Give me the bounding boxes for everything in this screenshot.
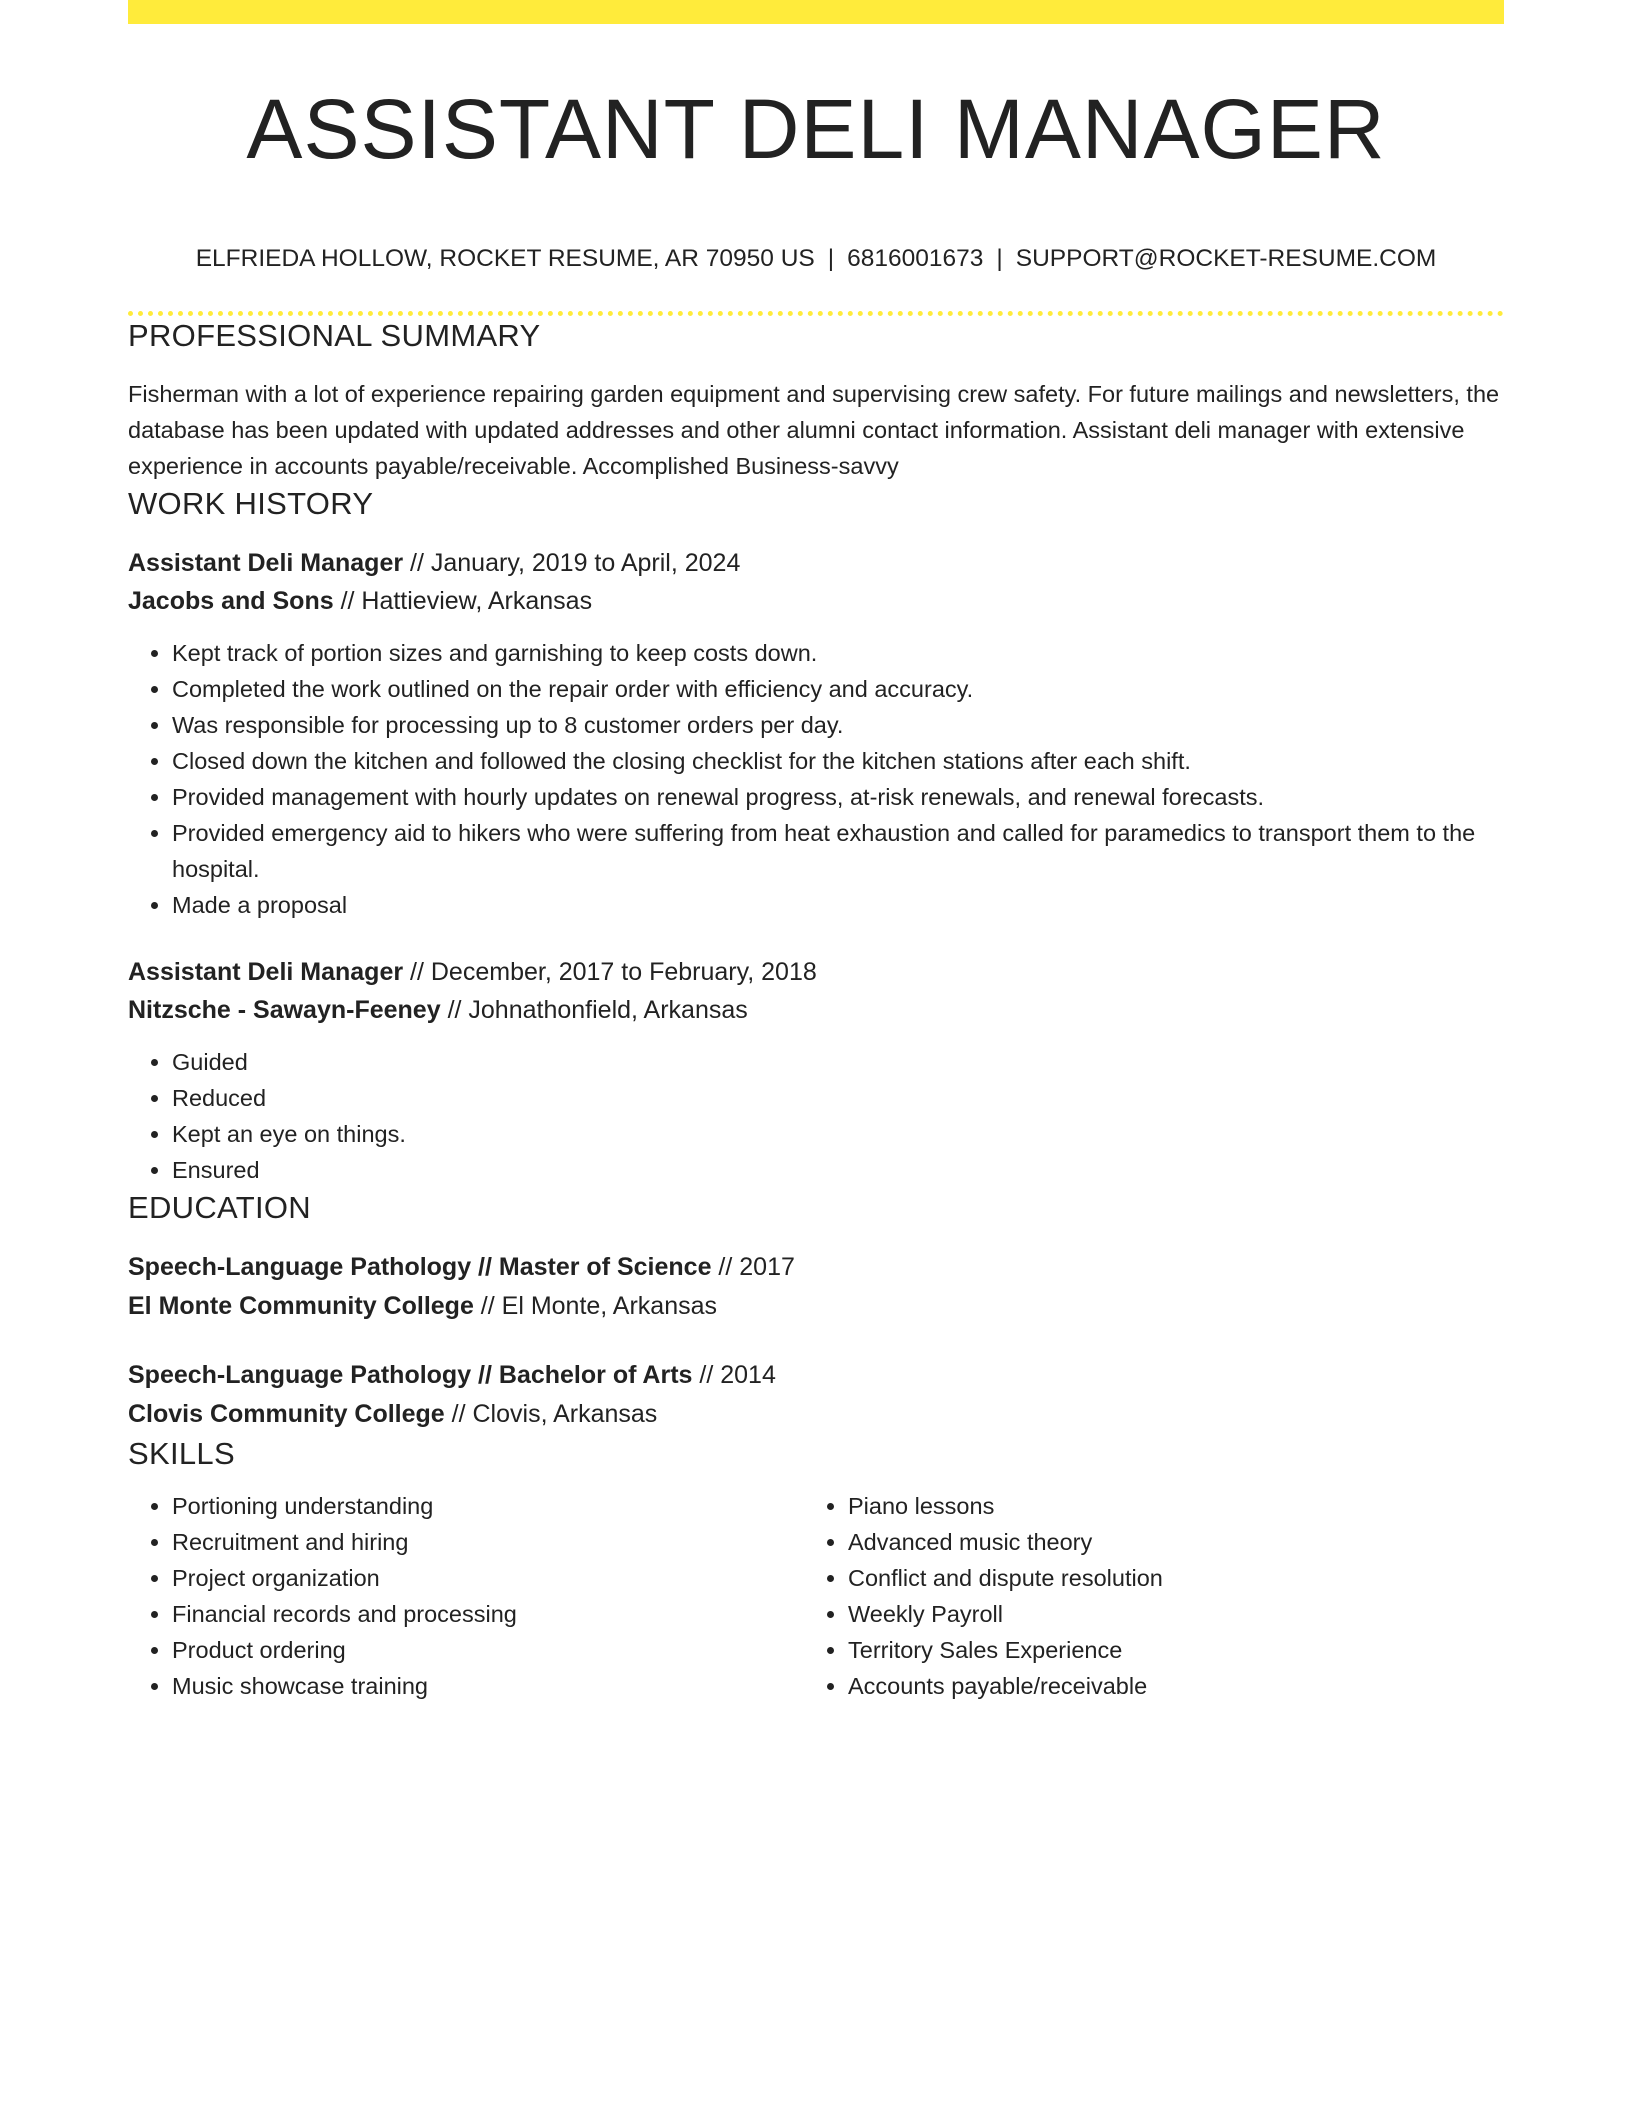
education-school-line	[128, 1395, 1504, 1434]
job-title: Assistant Deli Manager	[128, 549, 404, 577]
education-heading: EDUCATION	[128, 1190, 311, 1225]
job-entry	[128, 953, 1504, 1029]
contact-phone: 6816001673	[847, 245, 984, 272]
job-bullet: • Ensured	[172, 1152, 1504, 1188]
education-degree: Speech-Language Pathology // Bachelor of Arts	[128, 1361, 693, 1389]
contact-line	[128, 244, 1504, 274]
job-bullets	[128, 1044, 1504, 1188]
education-location: // Clovis, Arkansas	[444, 1400, 658, 1428]
job-title: Assistant Deli Manager	[128, 958, 404, 986]
education-entry	[128, 1356, 1504, 1434]
skill-item: • Portioning understanding	[172, 1488, 804, 1524]
skill-item: • Territory Sales Experience	[848, 1632, 1480, 1668]
job-bullet: • Completed the work outlined on the repair order with efficiency and accuracy.	[172, 671, 1504, 707]
contact-address: ELFRIEDA HOLLOW, ROCKET RESUME, AR 70950 US	[195, 245, 815, 272]
education-location: // El Monte, Arkansas	[473, 1292, 718, 1320]
skills-column-left	[128, 1488, 804, 1704]
job-bullet: • Closed down the kitchen and followed the closing checklist for the kitchen stations after each shift.	[172, 743, 1504, 779]
job-company-line	[128, 582, 1504, 620]
contact-separator: |	[996, 245, 1003, 272]
summary-heading: PROFESSIONAL SUMMARY	[128, 318, 541, 353]
job-bullet: • Made a proposal	[172, 887, 1504, 923]
contact-separator: |	[827, 245, 835, 272]
education-school-line	[128, 1287, 1504, 1326]
education-degree: Speech-Language Pathology // Master of Science	[128, 1253, 712, 1281]
job-location: // Johnathonfield, Arkansas	[440, 996, 748, 1024]
skills-list	[128, 1488, 804, 1704]
education-degree-line	[128, 1248, 1504, 1287]
job-title-line	[128, 544, 1504, 582]
education-degree-line	[128, 1356, 1504, 1395]
education-entry	[128, 1248, 1504, 1326]
job-bullet: • Kept an eye on things.	[172, 1116, 1504, 1152]
education-school: Clovis Community College	[128, 1400, 445, 1428]
job-dates: // December, 2017 to February, 2018	[403, 958, 817, 986]
job-bullets	[128, 635, 1504, 923]
summary-text: Fisherman with a lot of experience repairing garden equipment and supervising crew safety. For future mailings and newsletters, the database has been updated with updated addresses and other alumni contact information. Assistant deli manager with extensive experience in accounts payable/receivable. Accomplished Business-savvy	[128, 381, 1500, 479]
job-location: // Hattieview, Arkansas	[333, 587, 593, 615]
job-bullet: • Kept track of portion sizes and garnishing to keep costs down.	[172, 635, 1504, 671]
skill-item: • Conflict and dispute resolution	[848, 1560, 1480, 1596]
job-dates: // January, 2019 to April, 2024	[403, 549, 741, 577]
job-bullet: • Provided emergency aid to hikers who were suffering from heat exhaustion and called for paramedics to transport them to the hospital.	[172, 815, 1504, 887]
skills-grid	[128, 1488, 1504, 1704]
work-history-heading: WORK HISTORY	[128, 486, 374, 521]
education-year: // 2014	[692, 1361, 776, 1389]
job-bullet: • Was responsible for processing up to 8 customer orders per day.	[172, 707, 1504, 743]
skill-item: • Weekly Payroll	[848, 1596, 1480, 1632]
resume-content	[128, 0, 1504, 1704]
skill-item: • Piano lessons	[848, 1488, 1480, 1524]
skill-item: • Financial records and processing	[172, 1596, 804, 1632]
skill-item: • Recruitment and hiring	[172, 1524, 804, 1560]
skill-item: • Music showcase training	[172, 1668, 804, 1704]
resume-title: ASSISTANT DELI MANAGER	[246, 82, 1386, 176]
job-company: Nitzsche - Sawayn-Feeney	[128, 996, 441, 1024]
skill-item: • Project organization	[172, 1560, 804, 1596]
skill-item: • Accounts payable/receivable	[848, 1668, 1480, 1704]
skill-item: • Product ordering	[172, 1632, 804, 1668]
contact-email: SUPPORT@ROCKET-RESUME.COM	[1015, 245, 1437, 272]
education-year: // 2017	[711, 1253, 795, 1281]
skills-heading: SKILLS	[128, 1436, 235, 1471]
job-title-line	[128, 953, 1504, 991]
job-bullet: • Guided	[172, 1044, 1504, 1080]
skill-item: • Advanced music theory	[848, 1524, 1480, 1560]
job-entry	[128, 544, 1504, 620]
job-bullet: • Provided management with hourly updates on renewal progress, at-risk renewals, and renewal forecasts.	[172, 779, 1504, 815]
education-school: El Monte Community College	[128, 1292, 474, 1320]
job-company-line	[128, 991, 1504, 1029]
skills-column-right	[804, 1488, 1480, 1704]
job-bullet: • Reduced	[172, 1080, 1504, 1116]
job-company: Jacobs and Sons	[128, 587, 334, 615]
skills-list	[804, 1488, 1480, 1704]
